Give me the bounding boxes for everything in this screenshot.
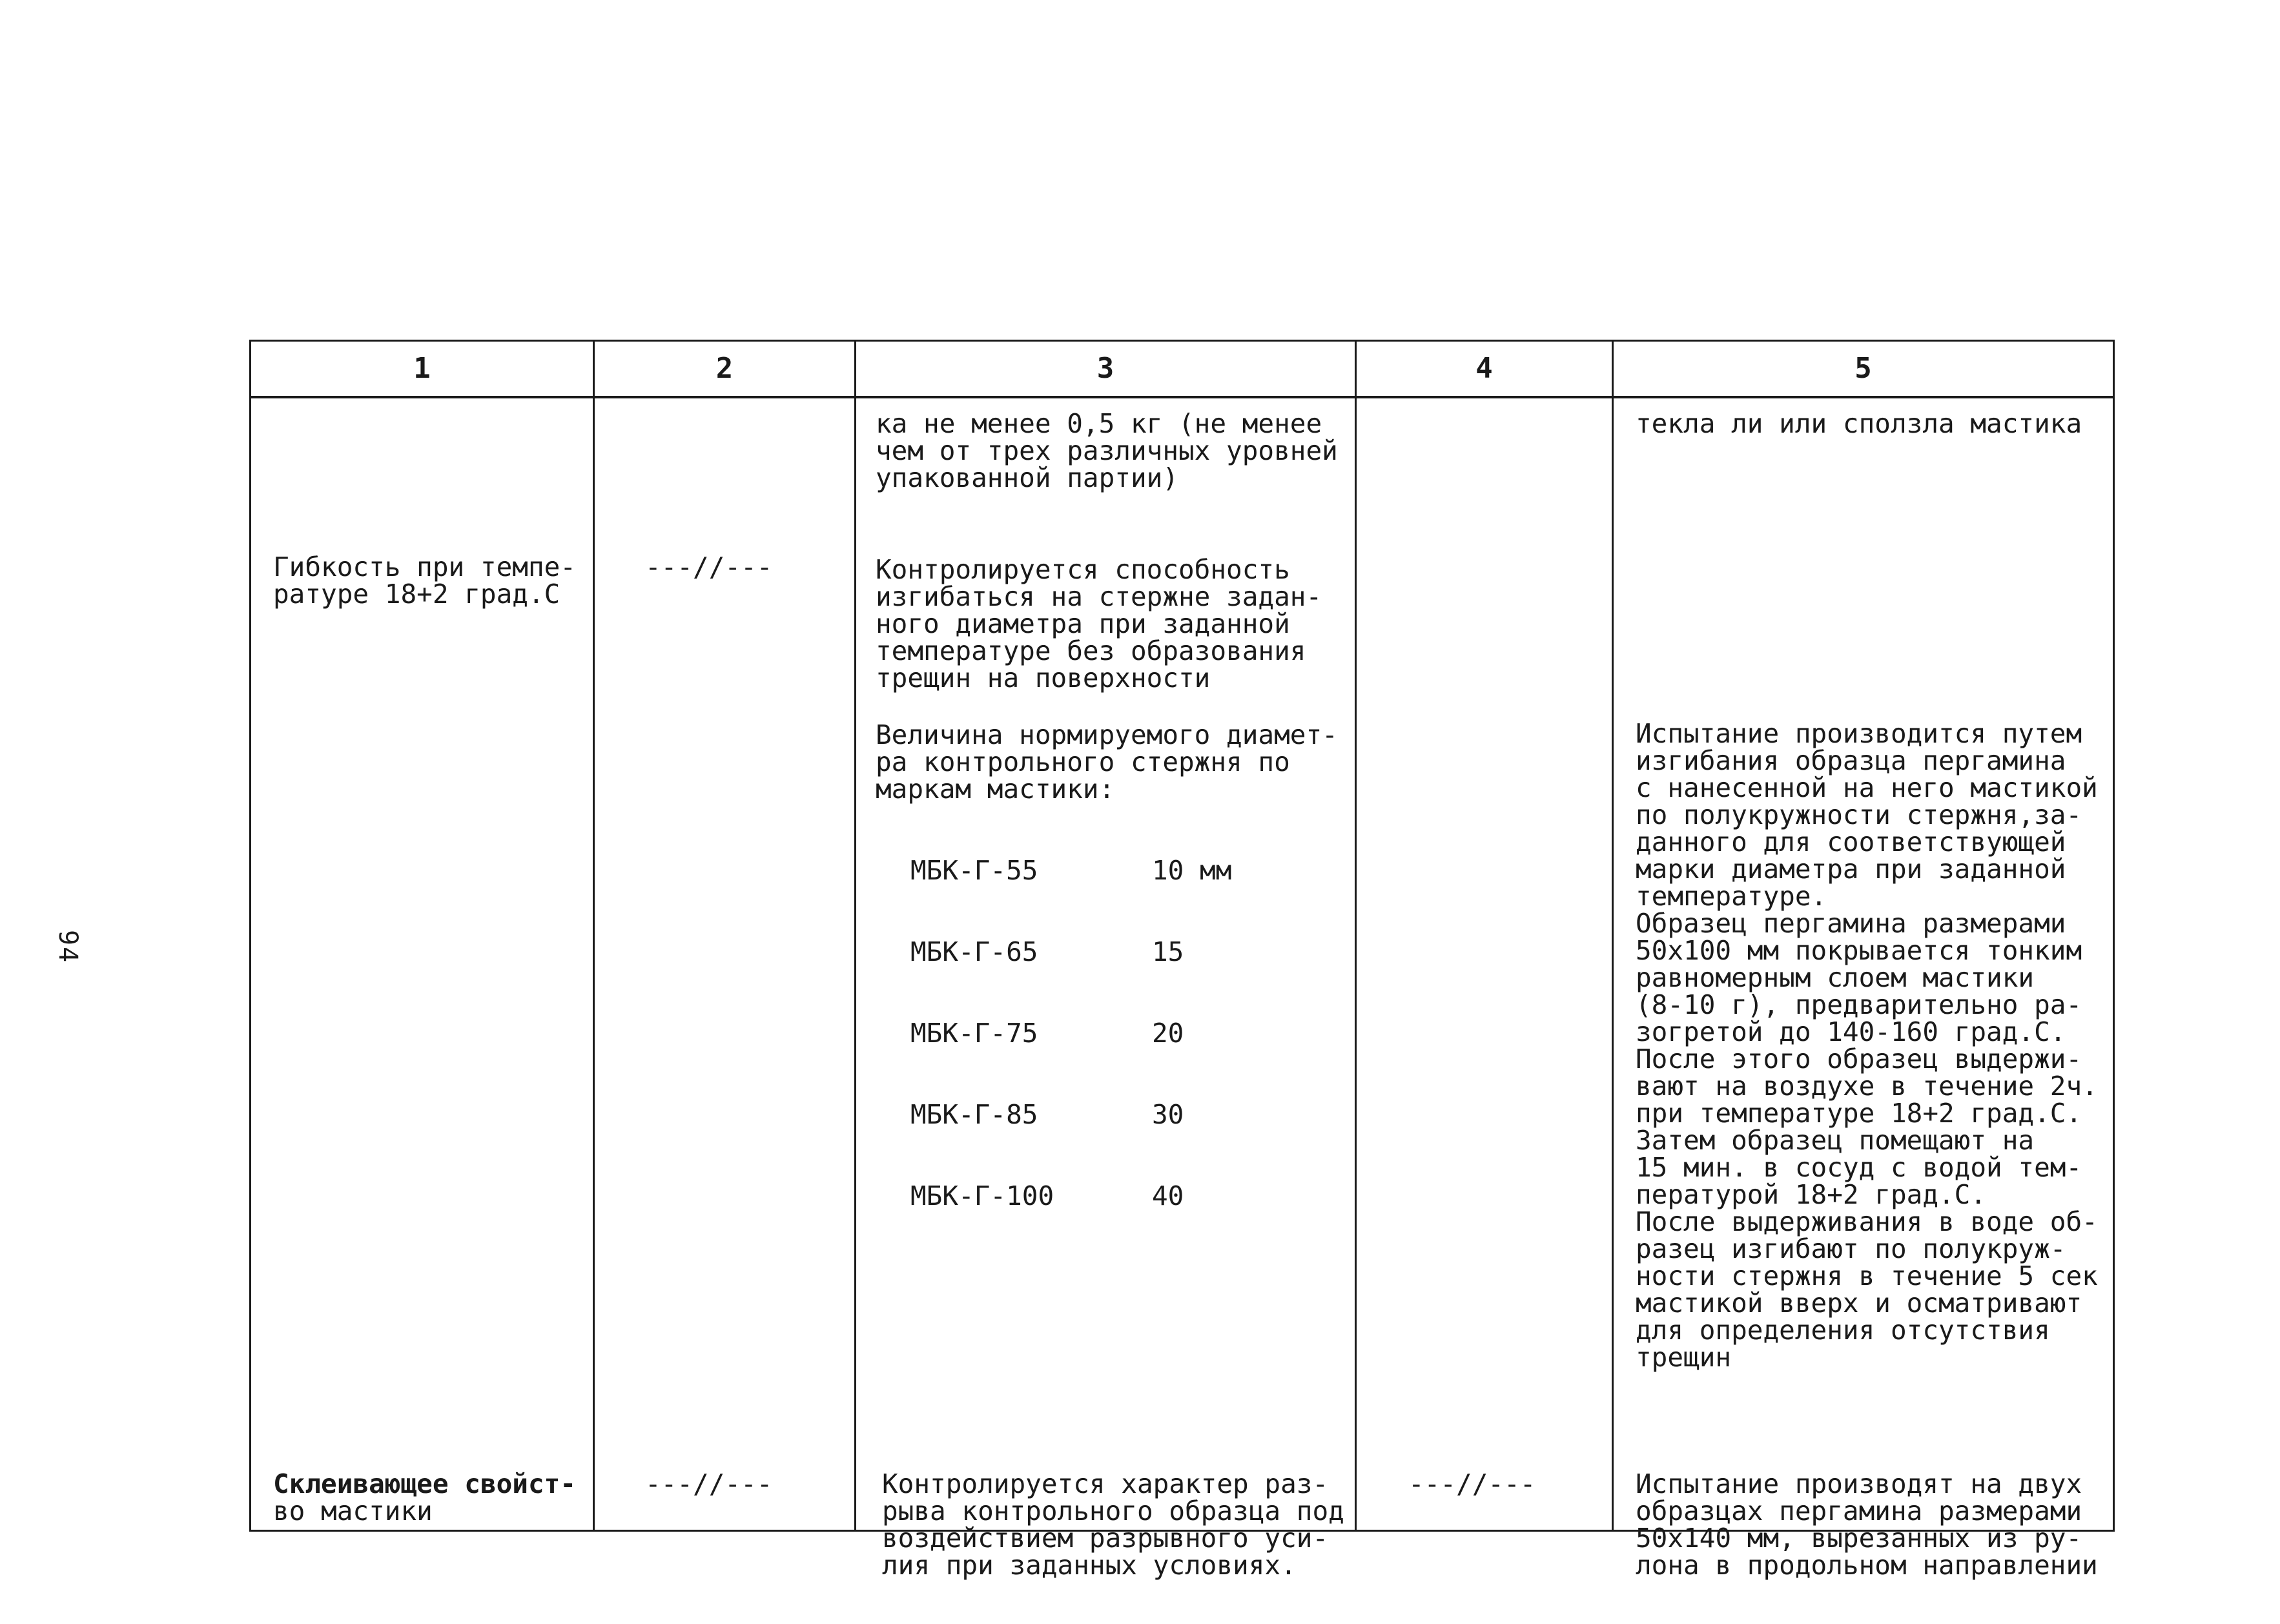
- ditto-mark-col4: ---//---: [1408, 1468, 1536, 1499]
- mark-row: МБК-Г-65 15: [910, 936, 1184, 967]
- flexibility-label: Гибкость при темпе- ратуре 18+2 град.С: [273, 551, 576, 610]
- mastic-check-continuation: текла ли или сползла мастика: [1636, 408, 2082, 439]
- column-header-3: 3: [856, 341, 1356, 398]
- sampling-continuation: ка не менее 0,5 кг (не менее чем от трех различных уровней упакованной партии): [876, 408, 1338, 493]
- column-header-4: 4: [1356, 341, 1613, 398]
- mark-row: МБК-Г-75 20: [910, 1018, 1184, 1049]
- adhesion-label-line1: Склеивающее свойст-: [273, 1468, 576, 1499]
- column-header-5: 5: [1613, 341, 2114, 398]
- column-header-1: 1: [251, 341, 594, 398]
- column-1-cell: [251, 397, 594, 1531]
- column-3-cell: [856, 397, 1356, 1581]
- ditto-mark-glue: ---//---: [645, 1468, 773, 1499]
- mark-row: МБК-Г-55 10 мм: [910, 855, 1232, 886]
- adhesion-control-text: Контролируется характер раз- рыва контрольного образца под воздействием разрывного уси- лия при заданных условиях.: [882, 1468, 1344, 1581]
- adhesion-test-method: Испытание производят на двух образцах пергамина размерами 50х140 мм, вырезанных из ру- лона в продольном направлении: [1636, 1468, 2098, 1581]
- table-header-row: [251, 341, 2114, 398]
- flex-test-method: Испытание производится путем изгибания образца пергамина с нанесенной на него мастикой по полукружности стержня,за- данного для соответствующей марки диаметра при заданной температуре. Образец пергамина размерами 50х100 мм покрывается тонким равномерным слоем мастики (8-10 г), предварительно ра- зогретой до 140-160 град.С. После этого образец выдержи- вают на воздухе в течение 2ч. при температуре 18+2 град.С. Затем образец помещают на 15 мин. в сосуд с водой тем- пературой 18+2 град.С. После выдерживания в воде об- разец изгибают по полукруж- ности стержня в течение 5 сек мастикой вверх и осматривают для определения отсутствия трещин: [1636, 718, 2098, 1373]
- column-5-cell: [1613, 397, 2114, 1581]
- mark-row: МБК-Г-100 40: [910, 1180, 1184, 1211]
- column-2-cell: [594, 397, 856, 1531]
- column-header-2: 2: [594, 341, 856, 398]
- flex-control-text: Контролируется способность изгибаться на стержне задан- ного диаметра при заданной температуре без образования трещин на поверхности: [876, 554, 1322, 694]
- diameter-intro-text: Величина нормируемого диамет- ра контрольного стержня по маркам мастики:: [876, 719, 1338, 805]
- table-row: [251, 397, 2114, 1531]
- column-4-cell: [1356, 397, 1613, 1531]
- specification-table: [249, 340, 2115, 1581]
- ditto-mark-flex: ---//---: [645, 551, 773, 582]
- mark-list: [910, 803, 1231, 1264]
- page-number: 94: [53, 930, 83, 964]
- mark-row: МБК-Г-85 30: [910, 1099, 1184, 1130]
- adhesion-label-line2: во мастики: [273, 1496, 433, 1526]
